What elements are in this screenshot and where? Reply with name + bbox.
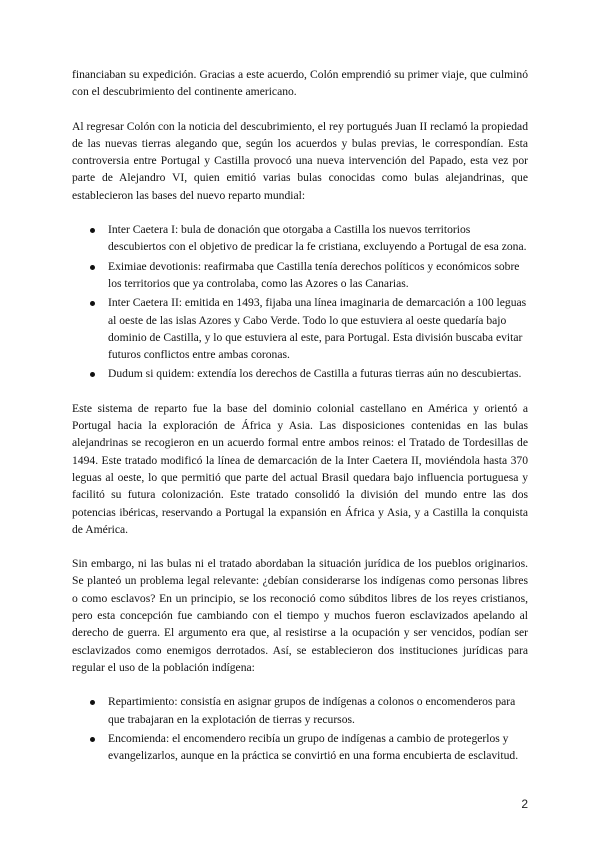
bullet-icon	[90, 228, 95, 233]
list-item	[108, 294, 528, 363]
instituciones-list	[72, 693, 528, 764]
bullet-icon	[90, 737, 95, 742]
document-page	[72, 66, 528, 781]
list-item-text: Inter Caetera I: bula de donación que otorgaba a Castilla los nuevos territorios descubiertos con el objetivo de predicar la fe cristiana, excluyendo a Portugal de esa zona.	[108, 223, 527, 254]
list-item-text: Encomienda: el encomendero recibía un grupo de indígenas a cambio de protegerlos y evangelizarlos, aunque en la práctica se convirtió en una forma encubierta de esclavitud.	[108, 731, 519, 763]
page-number: 2	[521, 797, 528, 811]
bullet-icon	[90, 700, 95, 705]
paragraph-juan-ii: Al regresar Colón con la noticia del descubrimiento, el rey portugués Juan II reclamó la propiedad de las nuevas tierras alegando que, según los acuerdos y bulas previas, le correspondían. Esta controversia entre Portugal y Castilla provocó una nueva intervención del Papado, esta vez por parte de Alejandro VI, quien emitió varias bulas conocidas como bulas alejandrinas, que establecieron las bases del nuevo reparto mundial:	[72, 119, 528, 202]
list-item-text: Inter Caetera II: emitida en 1493, fijaba una línea imaginaria de demarcación a 100 leguas al oeste de las islas Azores y Cabo Verde. Todo lo que estuviera al oeste quedaría bajo dominio de Castilla, y lo que estuviera al este, para Portugal. Esta división buscaba evitar futuros conflictos entre ambas coronas.	[108, 296, 527, 362]
bulas-list	[72, 221, 528, 383]
list-item	[108, 693, 528, 728]
bullet-icon	[90, 301, 95, 306]
paragraph-pueblos-originarios: Sin embargo, ni las bulas ni el tratado abordaban la situación jurídica de los pueblos originarios. Se planteó un problema legal relevante: ¿debían considerarse los indígenas como personas libres o como esclavos? En un principio, se los reconoció como súbditos libres de los reyes cristianos, pero esta concepción fue cambiando con el tiempo y muchos fueron esclavizados apelando al derecho de guerra. El argumento era que, al resistirse a la ocupación y ser vencidos, podían ser esclavizados como enemigos derrotados. Así, se establecieron dos instituciones jurídicas para regular el uso de la población indígena:	[72, 557, 528, 674]
paragraph-intro: financiaban su expedición. Gracias a este acuerdo, Colón emprendió su primer viaje, que culminó con el descubrimiento del continente americano.	[72, 68, 528, 99]
list-item	[108, 730, 528, 765]
list-item	[108, 258, 528, 293]
list-item	[108, 365, 528, 382]
list-item	[108, 221, 528, 256]
list-item-text: Eximiae devotionis: reafirmaba que Castilla tenía derechos políticos y económicos sobre los territorios que ya controlaba, como las Azores o las Canarias.	[108, 259, 520, 290]
list-item-text: Dudum si quidem: extendía los derechos de Castilla a futuras tierras aún no descubiertas.	[108, 367, 522, 381]
list-item-text: Repartimiento: consistía en asignar grupos de indígenas a colonos o encomenderos para que trabajaran en la explotación de tierras y recursos.	[108, 695, 516, 726]
bullet-icon	[90, 372, 95, 377]
paragraph-tordesillas: Este sistema de reparto fue la base del dominio colonial castellano en América y orientó a Portugal hacia la exploración de África y Asia. Las disposiciones contenidas en las bulas alejandrinas se recogieron en un acuerdo formal entre ambos reinos: el Tratado de Tordesillas de 1494. Este tratado modificó la línea de demarcación de la Inter Caetera II, moviéndola hasta 370 leguas al oeste, lo que permitió que parte del actual Brasil quedara bajo influencia portuguesa y facilitó su futura colonización. Este tratado consolidó la división del mundo entre las dos potencias ibéricas, reservando a Portugal la expansión en África y Asia, y a Castilla la conquista de América.	[72, 401, 528, 536]
bullet-icon	[90, 265, 95, 270]
